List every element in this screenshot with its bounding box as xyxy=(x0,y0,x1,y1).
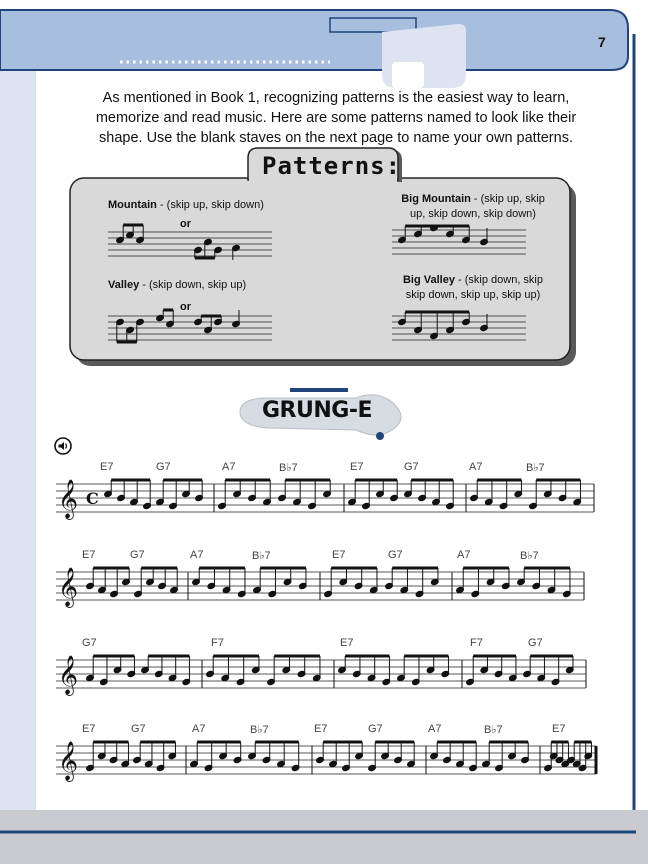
treble-clef: 𝄞 xyxy=(58,479,79,519)
chord-symbol: E7 xyxy=(332,549,346,561)
chord-symbol: A7 xyxy=(428,723,442,735)
chord-symbol: E7 xyxy=(314,723,328,735)
chord-symbol: B♭7 xyxy=(520,550,539,562)
chord-symbol: F7 xyxy=(211,637,224,649)
intro-paragraph xyxy=(56,88,616,148)
chord-symbol: G7 xyxy=(82,637,97,649)
pattern-big-mountain-label xyxy=(388,192,558,222)
pattern-name: Big Mountain xyxy=(401,193,471,205)
pattern-valley-label xyxy=(108,278,246,293)
chord-symbol: E7 xyxy=(340,637,354,649)
pattern-name: Mountain xyxy=(108,199,157,211)
pattern-name: Big Valley xyxy=(402,274,455,286)
treble-clef: 𝄞 xyxy=(58,567,79,607)
title-dot xyxy=(376,432,384,440)
chord-symbol: E7 xyxy=(100,461,114,473)
intro-line: As mentioned in Book 1, recognizing patterns is the easiest way to learn, xyxy=(102,90,570,106)
pattern-or-label: or xyxy=(180,218,191,230)
pattern-desc: - (skip up, skip down) xyxy=(156,199,264,211)
song-title: GRUNG-E xyxy=(262,398,372,423)
chord-symbol: E7 xyxy=(350,461,364,473)
chord-symbol: F7 xyxy=(470,637,483,649)
intro-line: memorize and read music. Here are some patterns named to look like their xyxy=(95,110,577,126)
chord-symbol: A7 xyxy=(457,549,471,561)
chord-symbol: A7 xyxy=(222,461,236,473)
title-bar-accent xyxy=(290,388,348,392)
intro-line: shape. Use the blank staves on the next page to name your own patterns. xyxy=(99,130,573,146)
header-bar xyxy=(0,10,628,70)
pattern-desc: - (skip down, skip up) xyxy=(139,279,247,291)
speaker-icon[interactable] xyxy=(54,437,72,455)
chord-symbol: G7 xyxy=(528,637,543,649)
treble-clef: 𝄞 xyxy=(58,655,79,695)
pattern-desc-line2: skip down, skip up, skip up) xyxy=(405,289,541,301)
chord-symbol: B♭7 xyxy=(250,724,269,736)
side-band xyxy=(0,64,36,810)
chord-symbol: E7 xyxy=(82,723,96,735)
chord-symbol: B♭7 xyxy=(279,462,298,474)
pattern-desc: - (skip down, skip xyxy=(454,274,543,286)
chord-symbol: A7 xyxy=(469,461,483,473)
pattern-or-label: or xyxy=(180,301,191,313)
chord-symbol: G7 xyxy=(388,549,403,561)
chord-symbol: E7 xyxy=(82,549,96,561)
chord-symbol: G7 xyxy=(404,461,419,473)
chord-symbol: A7 xyxy=(192,723,206,735)
pattern-desc-line2: up, skip down, skip down) xyxy=(410,208,536,220)
time-signature: C xyxy=(86,489,99,508)
chord-symbol: A7 xyxy=(190,549,204,561)
chord-symbol: G7 xyxy=(130,549,145,561)
pattern-mountain-label xyxy=(108,198,264,213)
chord-symbol: G7 xyxy=(156,461,171,473)
chord-symbol: G7 xyxy=(368,723,383,735)
pattern-name: Valley xyxy=(108,279,140,291)
chord-symbol: G7 xyxy=(131,723,146,735)
treble-clef: 𝄞 xyxy=(58,741,79,781)
chord-symbol: B♭7 xyxy=(526,462,545,474)
chord-symbol: E7 xyxy=(552,723,566,735)
patterns-title: Patterns: xyxy=(262,152,402,180)
page-number: 7 xyxy=(598,34,606,50)
footer-band xyxy=(0,810,648,864)
chord-symbol: B♭7 xyxy=(252,550,271,562)
chord-symbol: B♭7 xyxy=(484,724,503,736)
pattern-big-valley-label xyxy=(384,273,562,303)
pattern-desc: - (skip up, skip xyxy=(470,193,545,205)
header-tab-notch xyxy=(392,62,424,88)
